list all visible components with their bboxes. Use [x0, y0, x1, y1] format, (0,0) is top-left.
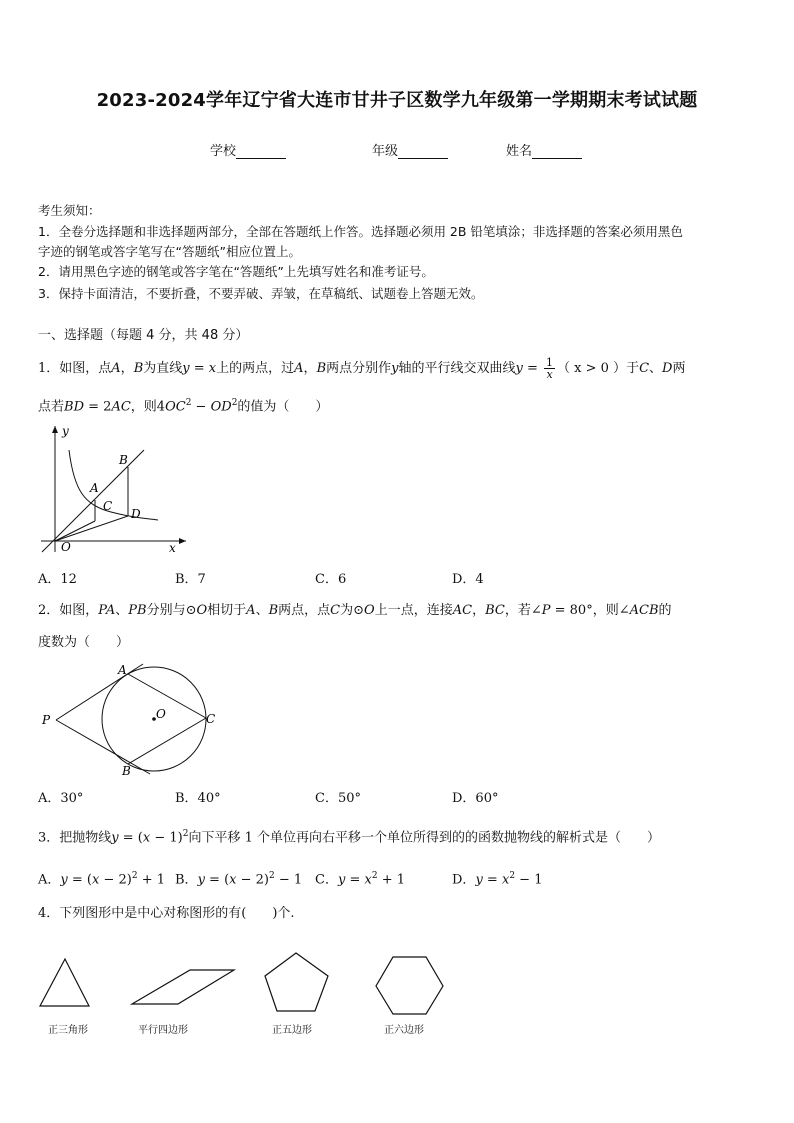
parallelogram-shape	[132, 970, 234, 1004]
grade-blank[interactable]	[398, 146, 448, 159]
grade-field: 年级	[372, 140, 448, 159]
notice-item-3: 3．保持卡面清洁，不要折叠，不要弄破、弄皱，在草稿纸、试题卷上答题无效。	[38, 286, 484, 301]
name-field: 姓名	[506, 140, 582, 159]
q2-option-a[interactable]: A．30°	[38, 791, 84, 806]
label-x: x	[169, 541, 176, 555]
regular-pentagon-shape	[265, 953, 328, 1011]
label-A: A	[118, 663, 127, 677]
page-title: 2023-2024学年辽宁省大连市甘井子区数学九年级第一学期期末考试试题	[96, 90, 698, 111]
q1-line-1: 1．如图，点A，B为直线y = x上的两点，过A，B两点分别作y轴的平行线交双曲线y = $\frac{1}{x}$ （ x > 0 ）于C、D两	[38, 356, 686, 381]
q4-figures	[30, 950, 460, 1015]
q3-line-1: 3．把抛物线$y = (x - 1)^2$向下平移 1 个单位再向右平移一个单位所得到的的函数抛物线的解析式是（ ）	[38, 829, 660, 846]
notice-item-2: 2．请用黑色字迹的钢笔或答字笔在“答题纸”上先填写姓名和准考证号。	[38, 264, 434, 279]
label-y: y	[62, 424, 69, 438]
label-equilateral-triangle: 正三角形	[48, 1025, 88, 1036]
q2-option-b[interactable]: B．40°	[175, 791, 221, 806]
q3-option-b[interactable]: B．$y = (x - 2)^2 - 1$	[175, 871, 303, 888]
label-B: B	[122, 764, 131, 778]
q3-option-c[interactable]: C．$y = x^2 + 1$	[315, 871, 405, 888]
label-D: D	[131, 507, 141, 521]
section-heading: 一、选择题（每题 4 分，共 48 分）	[38, 328, 249, 343]
q4-line-1: 4．下列图形中是中心对称图形的有( )个.	[38, 906, 295, 921]
school-field: 学校	[210, 140, 286, 159]
regular-hexagon-shape	[376, 957, 443, 1014]
name-blank[interactable]	[532, 146, 582, 159]
q1-line-2: 点若BD = 2AC，则$4OC^2 - OD^2$的值为（ ）	[38, 398, 329, 415]
label-A: A	[90, 481, 99, 495]
label-C: C	[206, 712, 216, 726]
q1-option-b[interactable]: B．7	[175, 572, 206, 587]
label-regular-hexagon: 正六边形	[384, 1025, 424, 1036]
notice-heading: 考生须知：	[38, 203, 101, 218]
q1-option-a[interactable]: A．12	[38, 572, 77, 587]
q2-option-c[interactable]: C．50°	[315, 791, 361, 806]
fraction-1-over-x: $\frac{1}{x}$	[546, 356, 554, 381]
q3-option-d[interactable]: D．$y = x^2 - 1$	[452, 871, 543, 888]
notice-item-1b: 字迹的钢笔或答字笔写在“答题纸”相应位置上。	[38, 244, 301, 259]
q2-figure	[36, 660, 226, 782]
notice-item-1a: 1．全卷分选择题和非选择题两部分，全部在答题纸上作答。选择题必须用 2B 铅笔填涂；非选择题的答案必须用黑色	[38, 224, 683, 239]
q2-line-2: 度数为（ ）	[38, 635, 130, 650]
school-blank[interactable]	[236, 146, 286, 159]
equilateral-triangle-shape	[40, 959, 89, 1006]
label-O: O	[156, 707, 166, 721]
q1-option-d[interactable]: D．4	[452, 572, 484, 587]
q3-option-a[interactable]: A．$y = (x - 2)^2 + 1$	[38, 871, 165, 888]
q1-figure	[36, 420, 196, 555]
label-P: P	[42, 713, 51, 727]
label-regular-pentagon: 正五边形	[272, 1025, 312, 1036]
q1-option-c[interactable]: C．6	[315, 572, 347, 587]
q2-option-d[interactable]: D．60°	[452, 791, 499, 806]
label-O: O	[61, 540, 71, 554]
label-C: C	[103, 499, 113, 513]
q2-line-1: 2．如图，PA、PB分别与⊙O相切于A、B两点，点C为⊙O上一点，连接AC，BC，若∠P = 80°，则∠ACB的	[38, 603, 672, 618]
label-parallelogram: 平行四边形	[138, 1025, 188, 1036]
label-B: B	[119, 453, 128, 467]
